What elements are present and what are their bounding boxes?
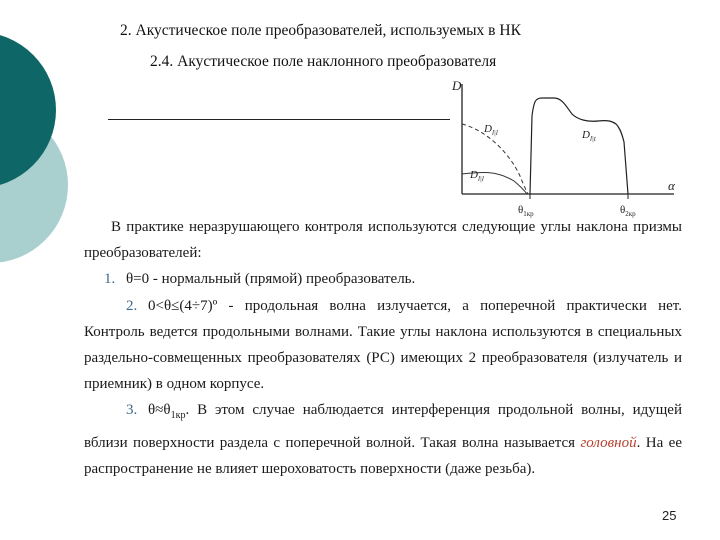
list-text-2: 0<θ≤(4÷7)º - продольная волна излучается, а поперечной практически нет. Контроль ведется продольными волнами. Такие углы наклона используются в специальных раздельно-совмещенных преобразователях (РС) имеющих 2 преобразователя (излучатель и приемник) в одном корпусе. [84,297,682,393]
curve-label-1: $D_{l|l}$ [484,123,498,137]
slide-subtitle: 2.4. Акустическое поле наклонного преобразователя [150,53,497,70]
term-golovnoy: головной [580,434,637,451]
directivity-figure [448,76,688,222]
list-number-3: 3. [126,402,138,419]
horizontal-rule [108,119,450,120]
list-text-1: θ=0 - нормальный (прямой) преобразователь. [126,271,416,288]
page-number: 25 [662,508,677,523]
list-item-1 [84,266,682,292]
body-text [84,214,682,482]
list-text-3-lead: θ≈θ [148,402,171,419]
curve-label-2: $D_{l|t}$ [582,129,596,143]
list-item-3 [84,397,682,482]
list-text-3-b: . На ее распространение не влияет шероховатость поверхности (даже резьба). [84,434,682,477]
x-axis-label: α [668,178,675,193]
list-item-2 [84,293,682,398]
list-text-3-sub: 1кр [170,410,186,422]
tick-label-theta-2: $\theta_{2кр}$ [620,204,636,218]
decorative-circles [0,0,90,300]
list-text-3-a: . В этом случае наблюдается интерференция продольной волны, идущей вблизи поверхности раздела с поперечной волной. Такая волна называется [84,402,682,451]
intro-paragraph: В практике неразрушающего контроля используются следующие углы наклона призмы преобразователей: [84,219,682,262]
y-axis-label: D [452,78,462,93]
curve-plateau [530,98,628,194]
curve-label-3: $D_{l|l}$ [470,169,484,183]
list-number-2: 2. [126,297,138,314]
list-number-1: 1. [104,271,116,288]
tick-label-theta-1: $\theta_{1кр}$ [518,204,534,218]
slide-title: 2. Акустическое поле преобразователей, используемых в НК [120,22,521,39]
